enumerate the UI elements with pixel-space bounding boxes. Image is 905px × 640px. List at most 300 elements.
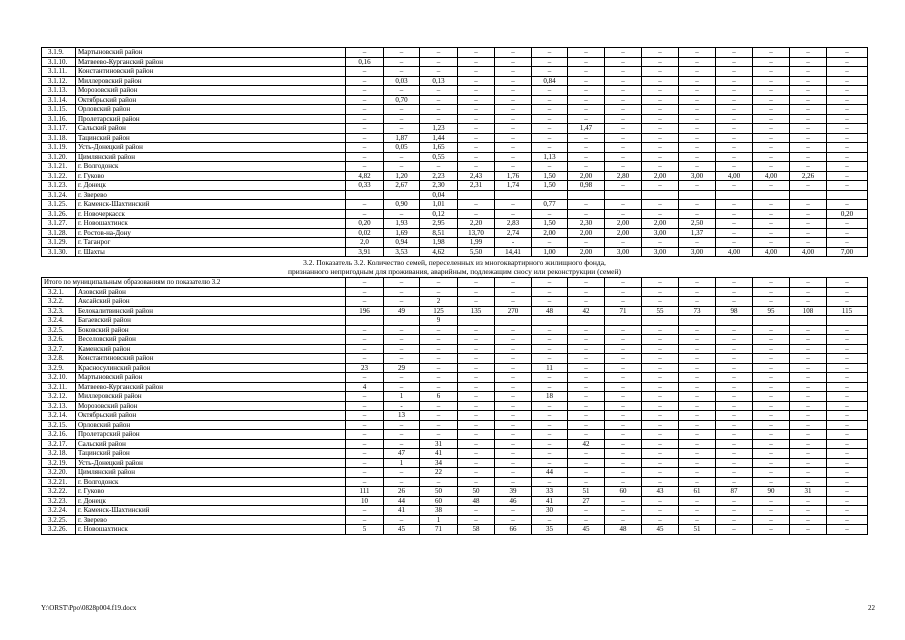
- value-cell: –: [605, 133, 642, 143]
- row-code: 3.2.15.: [42, 420, 76, 430]
- value-cell: –: [568, 200, 605, 210]
- value-cell: –: [642, 439, 679, 449]
- value-cell: –: [827, 95, 868, 105]
- value-cell: 1,50: [532, 171, 568, 181]
- value-cell: –: [790, 219, 827, 229]
- value-cell: –: [753, 382, 790, 392]
- value-cell: –: [716, 506, 753, 516]
- value-cell: –: [642, 162, 679, 172]
- table-row: [42, 354, 868, 364]
- value-cell: –: [458, 392, 495, 402]
- value-cell: –: [827, 114, 868, 124]
- value-cell: –: [532, 238, 568, 248]
- value-cell: –: [753, 496, 790, 506]
- value-cell: 71: [420, 525, 458, 535]
- row-name: г. Ростов-на-Дону: [76, 228, 346, 238]
- row-name: Сальский район: [76, 439, 346, 449]
- value-cell: 0,04: [420, 190, 458, 200]
- value-cell: –: [790, 373, 827, 383]
- value-cell: –: [753, 373, 790, 383]
- value-cell: –: [827, 287, 868, 297]
- value-cell: –: [346, 287, 384, 297]
- row-name: Миллеровский район: [76, 392, 346, 402]
- value-cell: –: [642, 354, 679, 364]
- value-cell: 115: [827, 306, 868, 316]
- value-cell: –: [716, 344, 753, 354]
- row-code: 3.1.10.: [42, 57, 76, 67]
- value-cell: –: [642, 133, 679, 143]
- value-cell: –: [642, 496, 679, 506]
- value-cell: –: [790, 325, 827, 335]
- value-cell: –: [384, 373, 420, 383]
- value-cell: –: [420, 382, 458, 392]
- value-cell: –: [568, 344, 605, 354]
- value-cell: 45: [384, 525, 420, 535]
- value-cell: 90: [753, 487, 790, 497]
- value-cell: 2,00: [568, 228, 605, 238]
- table-row: [42, 316, 868, 326]
- value-cell: –: [753, 401, 790, 411]
- value-cell: –: [827, 344, 868, 354]
- value-cell: –: [605, 57, 642, 67]
- value-cell: –: [716, 228, 753, 238]
- value-cell: 33: [532, 487, 568, 497]
- value-cell: –: [642, 420, 679, 430]
- value-cell: –: [532, 335, 568, 345]
- value-cell: –: [568, 76, 605, 86]
- value-cell: –: [532, 57, 568, 67]
- row-name: г. Каменск-Шахтинский: [76, 200, 346, 210]
- value-cell: –: [384, 382, 420, 392]
- value-cell: –: [458, 401, 495, 411]
- value-cell: –: [458, 411, 495, 421]
- value-cell: –: [346, 133, 384, 143]
- value-cell: –: [605, 152, 642, 162]
- value-cell: 2,43: [458, 171, 495, 181]
- table-row: [42, 515, 868, 525]
- value-cell: –: [568, 392, 605, 402]
- value-cell: –: [458, 382, 495, 392]
- value-cell: –: [679, 133, 716, 143]
- section-title: [42, 257, 868, 278]
- value-cell: –: [384, 114, 420, 124]
- value-cell: –: [568, 354, 605, 364]
- value-cell: –: [679, 392, 716, 402]
- value-cell: [642, 190, 679, 200]
- value-cell: –: [458, 105, 495, 115]
- value-cell: 1,00: [532, 247, 568, 257]
- value-cell: 0,12: [420, 209, 458, 219]
- value-cell: –: [716, 373, 753, 383]
- document-sheet: [41, 47, 868, 535]
- value-cell: –: [605, 124, 642, 134]
- value-cell: –: [827, 496, 868, 506]
- value-cell: –: [642, 209, 679, 219]
- value-cell: 5,50: [458, 247, 495, 257]
- value-cell: –: [716, 76, 753, 86]
- row-name: г. Донецк: [76, 496, 346, 506]
- value-cell: 26: [384, 487, 420, 497]
- row-code: 3.1.27.: [42, 219, 76, 229]
- value-cell: –: [753, 411, 790, 421]
- value-cell: 4,00: [753, 247, 790, 257]
- value-cell: –: [753, 525, 790, 535]
- table-row: [42, 468, 868, 478]
- value-cell: –: [605, 287, 642, 297]
- value-cell: –: [346, 373, 384, 383]
- table-body: [42, 48, 868, 535]
- value-cell: –: [790, 114, 827, 124]
- value-cell: –: [346, 430, 384, 440]
- value-cell: 8,51: [420, 228, 458, 238]
- value-cell: –: [827, 363, 868, 373]
- value-cell: –: [532, 449, 568, 459]
- value-cell: –: [790, 449, 827, 459]
- value-cell: –: [532, 382, 568, 392]
- value-cell: –: [753, 363, 790, 373]
- value-cell: –: [605, 401, 642, 411]
- value-cell: -: [495, 238, 532, 248]
- value-cell: –: [420, 411, 458, 421]
- value-cell: 2,00: [568, 171, 605, 181]
- value-cell: [716, 316, 753, 326]
- value-cell: –: [605, 373, 642, 383]
- value-cell: 2: [420, 297, 458, 307]
- value-cell: –: [568, 506, 605, 516]
- value-cell: -: [384, 401, 420, 411]
- value-cell: –: [716, 200, 753, 210]
- row-name: г. Новошахтинск: [76, 525, 346, 535]
- value-cell: –: [568, 335, 605, 345]
- value-cell: –: [346, 105, 384, 115]
- value-cell: –: [532, 133, 568, 143]
- value-cell: 55: [642, 306, 679, 316]
- value-cell: –: [642, 401, 679, 411]
- value-cell: –: [790, 200, 827, 210]
- value-cell: 0,03: [384, 76, 420, 86]
- value-cell: 22: [420, 468, 458, 478]
- value-cell: –: [790, 363, 827, 373]
- value-cell: 31: [790, 487, 827, 497]
- value-cell: –: [495, 344, 532, 354]
- value-cell: –: [458, 335, 495, 345]
- value-cell: –: [458, 468, 495, 478]
- value-cell: –: [420, 325, 458, 335]
- value-cell: –: [458, 57, 495, 67]
- value-cell: –: [753, 143, 790, 153]
- value-cell: –: [753, 439, 790, 449]
- value-cell: –: [679, 354, 716, 364]
- value-cell: –: [495, 515, 532, 525]
- value-cell: –: [568, 468, 605, 478]
- value-cell: –: [679, 181, 716, 191]
- value-cell: –: [458, 297, 495, 307]
- value-cell: –: [605, 354, 642, 364]
- value-cell: 11: [532, 363, 568, 373]
- value-cell: 0,20: [346, 219, 384, 229]
- value-cell: –: [679, 401, 716, 411]
- value-cell: –: [346, 468, 384, 478]
- row-code: 3.1.28.: [42, 228, 76, 238]
- value-cell: –: [346, 354, 384, 364]
- value-cell: 38: [420, 506, 458, 516]
- value-cell: –: [568, 105, 605, 115]
- value-cell: –: [568, 67, 605, 77]
- value-cell: –: [420, 420, 458, 430]
- value-cell: 111: [346, 487, 384, 497]
- value-cell: –: [827, 152, 868, 162]
- value-cell: [346, 190, 384, 200]
- value-cell: –: [716, 67, 753, 77]
- value-cell: –: [679, 124, 716, 134]
- value-cell: –: [420, 48, 458, 58]
- value-cell: –: [679, 105, 716, 115]
- value-cell: –: [384, 86, 420, 96]
- row-name: г. Волгодонск: [76, 477, 346, 487]
- value-cell: 7,00: [827, 247, 868, 257]
- value-cell: [716, 190, 753, 200]
- value-cell: –: [495, 95, 532, 105]
- value-cell: –: [605, 48, 642, 58]
- value-cell: 2,00: [605, 219, 642, 229]
- value-cell: 1: [384, 392, 420, 402]
- value-cell: 4,82: [346, 171, 384, 181]
- value-cell: 108: [790, 306, 827, 316]
- value-cell: 196: [346, 306, 384, 316]
- value-cell: –: [716, 354, 753, 364]
- value-cell: –: [716, 124, 753, 134]
- row-code: 3.2.23.: [42, 496, 76, 506]
- value-cell: 66: [495, 525, 532, 535]
- value-cell: –: [458, 515, 495, 525]
- table-row: [42, 525, 868, 535]
- row-name: Константиновский район: [76, 67, 346, 77]
- value-cell: –: [495, 124, 532, 134]
- row-code: 3.2.3.: [42, 306, 76, 316]
- value-cell: –: [716, 515, 753, 525]
- value-cell: –: [753, 209, 790, 219]
- value-cell: –: [642, 411, 679, 421]
- value-cell: –: [679, 200, 716, 210]
- row-code: 3.1.22.: [42, 171, 76, 181]
- value-cell: 2,20: [458, 219, 495, 229]
- value-cell: –: [420, 335, 458, 345]
- value-cell: 4,62: [420, 247, 458, 257]
- value-cell: –: [679, 382, 716, 392]
- value-cell: –: [642, 458, 679, 468]
- value-cell: –: [642, 67, 679, 77]
- value-cell: –: [532, 458, 568, 468]
- value-cell: –: [679, 439, 716, 449]
- value-cell: 35: [532, 525, 568, 535]
- value-cell: 3,53: [384, 247, 420, 257]
- row-code: 3.1.16.: [42, 114, 76, 124]
- value-cell: –: [716, 57, 753, 67]
- value-cell: –: [605, 344, 642, 354]
- value-cell: –: [753, 287, 790, 297]
- value-cell: –: [384, 287, 420, 297]
- value-cell: –: [827, 162, 868, 172]
- value-cell: –: [790, 48, 827, 58]
- value-cell: –: [790, 354, 827, 364]
- row-name: г. Волгодонск: [76, 162, 346, 172]
- value-cell: –: [495, 373, 532, 383]
- value-cell: –: [532, 143, 568, 153]
- value-cell: –: [753, 67, 790, 77]
- value-cell: 60: [605, 487, 642, 497]
- row-name: Белокалитвинский район: [76, 306, 346, 316]
- value-cell: 1,93: [384, 219, 420, 229]
- value-cell: –: [532, 67, 568, 77]
- table-row: [42, 152, 868, 162]
- value-cell: 4,00: [753, 171, 790, 181]
- value-cell: –: [679, 76, 716, 86]
- value-cell: –: [827, 487, 868, 497]
- row-name: г. Каменск-Шахтинский: [76, 506, 346, 516]
- value-cell: –: [384, 344, 420, 354]
- value-cell: 1,20: [384, 171, 420, 181]
- value-cell: –: [346, 162, 384, 172]
- row-name: Усть-Донецкий район: [76, 143, 346, 153]
- value-cell: –: [458, 363, 495, 373]
- value-cell: 98: [716, 306, 753, 316]
- value-cell: –: [420, 354, 458, 364]
- value-cell: –: [458, 133, 495, 143]
- value-cell: –: [384, 335, 420, 345]
- value-cell: –: [605, 114, 642, 124]
- value-cell: 51: [568, 487, 605, 497]
- value-cell: –: [568, 95, 605, 105]
- value-cell: –: [495, 278, 532, 288]
- value-cell: 1,50: [532, 181, 568, 191]
- value-cell: –: [753, 57, 790, 67]
- value-cell: –: [495, 67, 532, 77]
- value-cell: –: [679, 420, 716, 430]
- value-cell: –: [679, 287, 716, 297]
- row-code: 3.2.18.: [42, 449, 76, 459]
- value-cell: –: [790, 238, 827, 248]
- value-cell: 42: [568, 306, 605, 316]
- value-cell: –: [679, 278, 716, 288]
- row-code: 3.2.10.: [42, 373, 76, 383]
- row-name: г. Гуково: [76, 487, 346, 497]
- value-cell: –: [458, 278, 495, 288]
- value-cell: –: [346, 76, 384, 86]
- value-cell: –: [532, 105, 568, 115]
- value-cell: –: [384, 152, 420, 162]
- table-row: [42, 86, 868, 96]
- value-cell: –: [679, 363, 716, 373]
- value-cell: –: [679, 506, 716, 516]
- row-code: 3.1.11.: [42, 67, 76, 77]
- value-cell: –: [790, 496, 827, 506]
- value-cell: –: [384, 278, 420, 288]
- value-cell: [384, 316, 420, 326]
- row-code: 3.1.21.: [42, 162, 76, 172]
- value-cell: 2,00: [568, 247, 605, 257]
- value-cell: –: [679, 477, 716, 487]
- row-name: г. Таганрог: [76, 238, 346, 248]
- value-cell: –: [827, 143, 868, 153]
- value-cell: –: [420, 363, 458, 373]
- value-cell: –: [642, 76, 679, 86]
- table-row: [42, 228, 868, 238]
- value-cell: –: [495, 468, 532, 478]
- value-cell: –: [753, 506, 790, 516]
- table-row: [42, 439, 868, 449]
- value-cell: –: [384, 297, 420, 307]
- value-cell: –: [384, 48, 420, 58]
- value-cell: 43: [642, 487, 679, 497]
- value-cell: –: [346, 458, 384, 468]
- value-cell: –: [605, 430, 642, 440]
- value-cell: 2,95: [420, 219, 458, 229]
- value-cell: 45: [568, 525, 605, 535]
- value-cell: –: [384, 162, 420, 172]
- row-name: Константиновский район: [76, 354, 346, 364]
- value-cell: –: [532, 411, 568, 421]
- value-cell: [827, 316, 868, 326]
- value-cell: –: [346, 297, 384, 307]
- value-cell: 50: [458, 487, 495, 497]
- value-cell: –: [827, 525, 868, 535]
- value-cell: –: [495, 477, 532, 487]
- value-cell: –: [458, 506, 495, 516]
- value-cell: 49: [384, 306, 420, 316]
- value-cell: –: [753, 48, 790, 58]
- value-cell: 3,00: [679, 247, 716, 257]
- value-cell: –: [753, 152, 790, 162]
- value-cell: –: [458, 458, 495, 468]
- value-cell: 2,31: [458, 181, 495, 191]
- value-cell: –: [495, 411, 532, 421]
- value-cell: –: [420, 57, 458, 67]
- footer-file-path: Y:\ORST\Ppo\0828p004.f19.docx: [41, 604, 137, 612]
- table-row: [42, 219, 868, 229]
- value-cell: 2,30: [568, 219, 605, 229]
- value-cell: –: [790, 506, 827, 516]
- total-row: [42, 278, 868, 288]
- value-cell: –: [790, 181, 827, 191]
- value-cell: –: [642, 278, 679, 288]
- value-cell: –: [384, 57, 420, 67]
- value-cell: –: [346, 420, 384, 430]
- value-cell: –: [605, 335, 642, 345]
- value-cell: –: [532, 430, 568, 440]
- value-cell: –: [716, 133, 753, 143]
- value-cell: 4,00: [790, 247, 827, 257]
- row-code: 3.1.23.: [42, 181, 76, 191]
- value-cell: –: [568, 449, 605, 459]
- value-cell: –: [716, 420, 753, 430]
- value-cell: 1,98: [420, 238, 458, 248]
- value-cell: –: [605, 200, 642, 210]
- value-cell: –: [790, 105, 827, 115]
- value-cell: –: [458, 124, 495, 134]
- value-cell: 58: [458, 525, 495, 535]
- value-cell: –: [790, 515, 827, 525]
- value-cell: –: [605, 143, 642, 153]
- table-row: [42, 449, 868, 459]
- value-cell: [605, 190, 642, 200]
- value-cell: –: [827, 325, 868, 335]
- value-cell: [790, 316, 827, 326]
- value-cell: –: [495, 392, 532, 402]
- total-label: Итого по муниципальным образованиям по показателю 3.2: [42, 278, 346, 288]
- value-cell: –: [642, 325, 679, 335]
- value-cell: –: [568, 325, 605, 335]
- value-cell: –: [568, 297, 605, 307]
